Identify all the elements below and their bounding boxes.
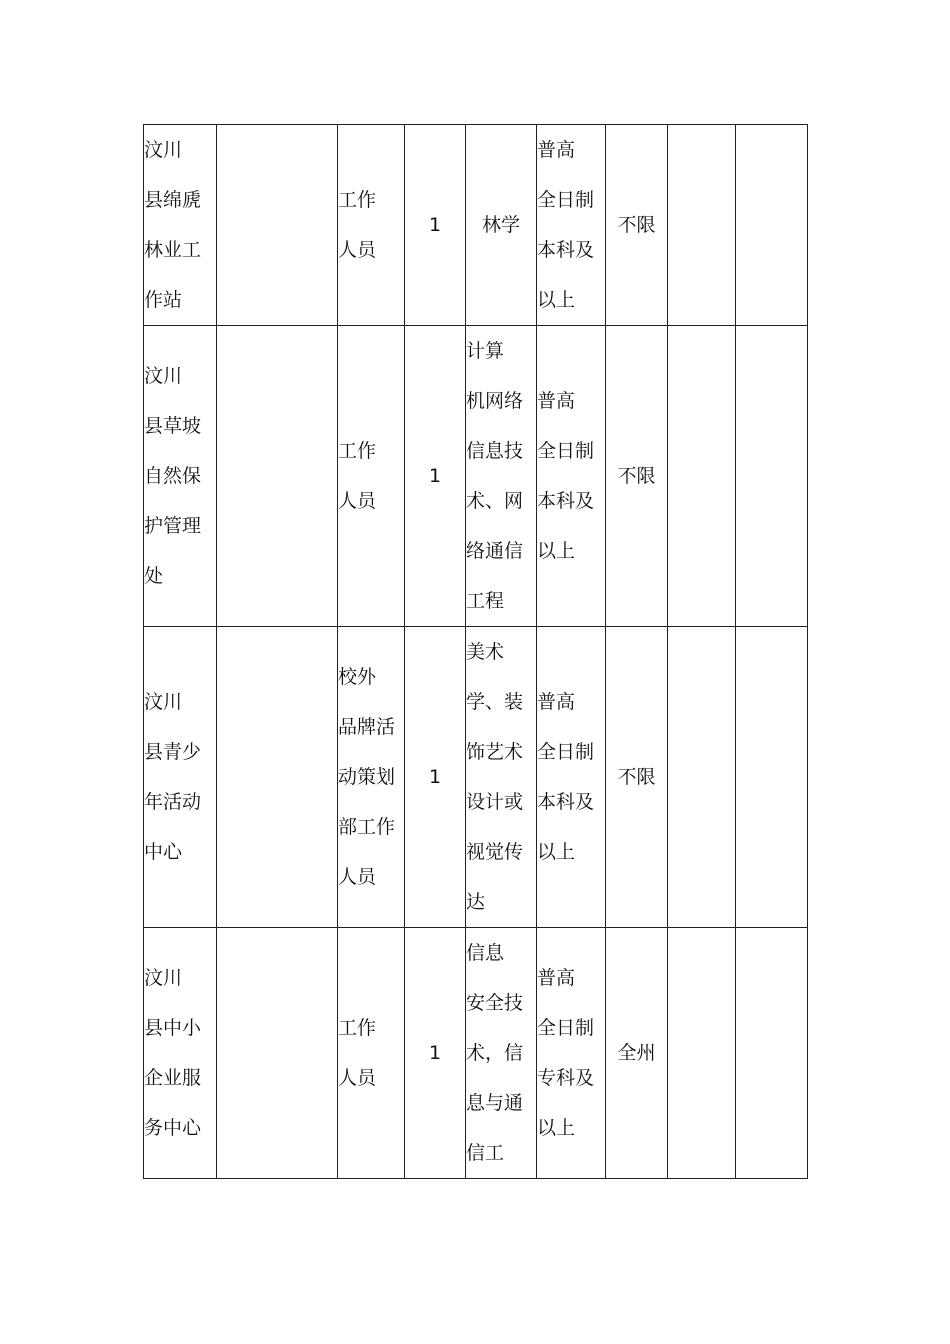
count-cell: 1: [428, 214, 442, 236]
recruitment-table: [143, 124, 808, 1179]
count-cell: 1: [428, 465, 442, 487]
position-cell: 校外 品牌活 动策划 部工作 人员: [338, 666, 396, 888]
table-row: [144, 928, 808, 1179]
education-cell: 普高 全日制 专科及 以上: [537, 967, 595, 1139]
count-cell: 1: [428, 766, 442, 788]
education-cell: 普高 全日制 本科及 以上: [537, 691, 595, 863]
major-cell: 计算 机网络 信息技 术、网 络通信 工程: [466, 340, 524, 612]
major-cell: 信息 安全技 术，信 息与通 信工: [466, 942, 524, 1164]
unit-cell: 汶川 县绵虒 林业工 作站: [144, 139, 202, 311]
count-cell: 1: [428, 1042, 442, 1064]
unit-cell: 汶川 县青少 年活动 中心: [144, 691, 202, 863]
region-cell: 全州: [617, 1042, 656, 1064]
major-cell: 林学: [481, 214, 520, 236]
region-cell: 不限: [617, 214, 656, 236]
unit-cell: 汶川 县中小 企业服 务中心: [144, 967, 202, 1139]
table-row: [144, 125, 808, 326]
position-cell: 工作 人员: [338, 1017, 377, 1089]
position-cell: 工作 人员: [338, 189, 377, 261]
region-cell: 不限: [617, 766, 656, 788]
table-row: [144, 627, 808, 928]
unit-cell: 汶川 县草坡 自然保 护管理 处: [144, 365, 202, 587]
education-cell: 普高 全日制 本科及 以上: [537, 139, 595, 311]
major-cell: 美术 学、装 饰艺术 设计或 视觉传 达: [466, 641, 524, 913]
position-cell: 工作 人员: [338, 440, 377, 512]
region-cell: 不限: [617, 465, 656, 487]
table-row: [144, 326, 808, 627]
education-cell: 普高 全日制 本科及 以上: [537, 390, 595, 562]
